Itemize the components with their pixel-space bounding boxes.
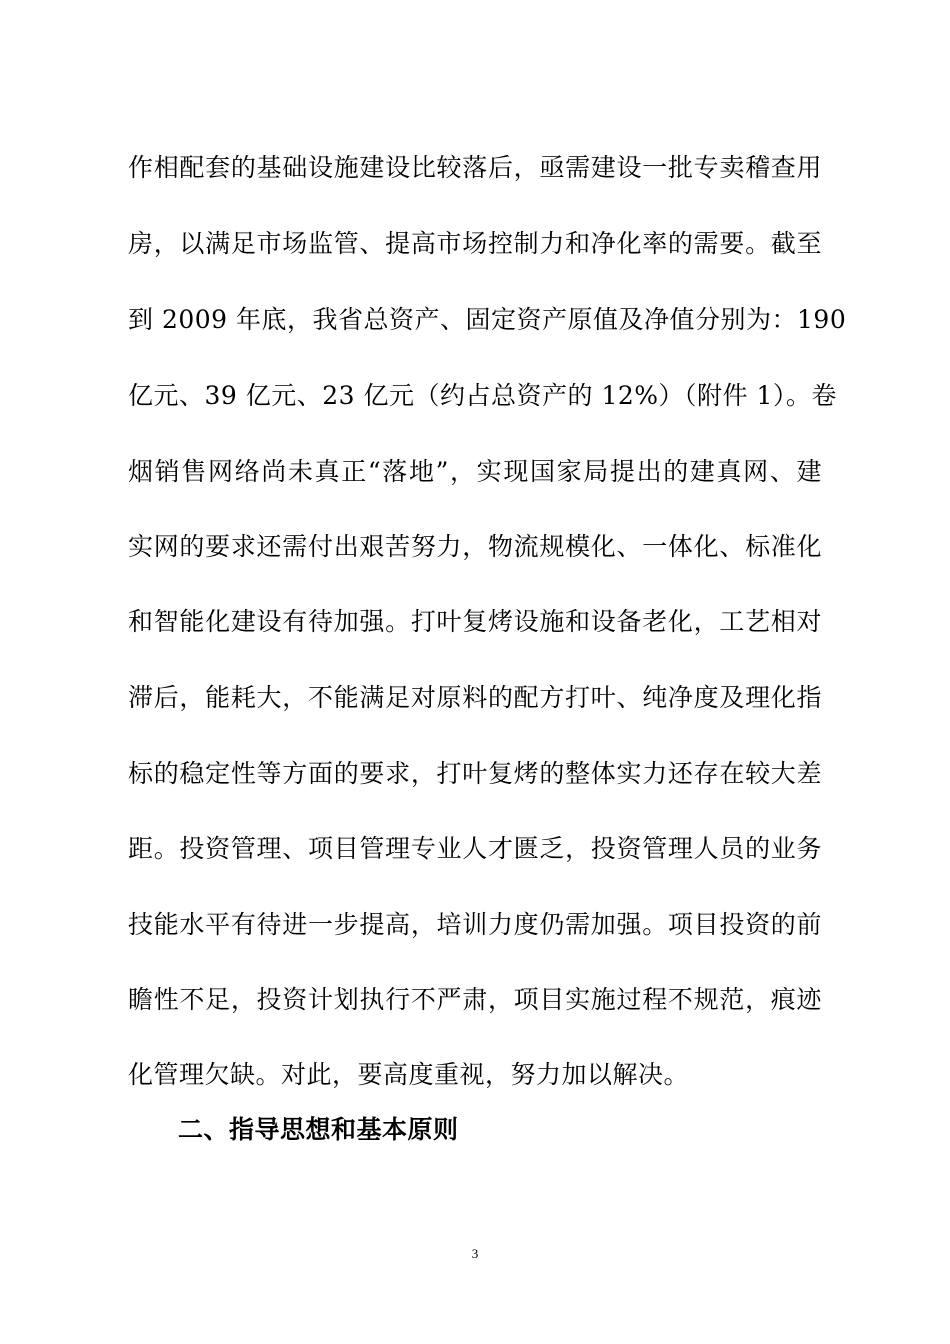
paragraph-line-11: 技能水平有待进一步提高，培训力度仍需加强。项目投资的前 (128, 910, 822, 939)
paragraph-line-9: 标的稳定性等方面的要求，打叶复烤的整体实力还存在较大差 (128, 759, 822, 788)
paragraph-line-4: 亿元、39 亿元、23 亿元（约占总资产的 12%）（附件 1）。卷 (128, 381, 837, 410)
paragraph-line-5: 烟销售网络尚未真正“落地”，实现国家局提出的建真网、建 (128, 457, 822, 486)
paragraph-line-13: 化管理欠缺。对此，要高度重视，努力加以解决。 (128, 1060, 690, 1089)
section-heading: 二、指导思想和基本原则 (178, 1115, 459, 1144)
paragraph-line-2: 房，以满足市场监管、提高市场控制力和净化率的需要。截至 (128, 229, 822, 258)
page-number: 3 (471, 1246, 479, 1261)
paragraph-line-12: 瞻性不足，投资计划执行不严肃，项目实施过程不规范，痕迹 (128, 985, 822, 1014)
paragraph-line-1: 作相配套的基础设施建设比较落后，亟需建设一批专卖稽查用 (128, 153, 822, 182)
paragraph-line-3: 到 2009 年底，我省总资产、固定资产原值及净值分别为：190 (128, 305, 847, 334)
paragraph-line-8: 滞后，能耗大，不能满足对原料的配方打叶、纯净度及理化指 (128, 683, 822, 712)
paragraph-line-6: 实网的要求还需付出艰苦努力，物流规模化、一体化、标准化 (128, 532, 822, 561)
paragraph-line-7: 和智能化建设有待加强。打叶复烤设施和设备老化，工艺相对 (128, 607, 822, 636)
paragraph-line-10: 距。投资管理、项目管理专业人才匮乏，投资管理人员的业务 (128, 834, 822, 863)
